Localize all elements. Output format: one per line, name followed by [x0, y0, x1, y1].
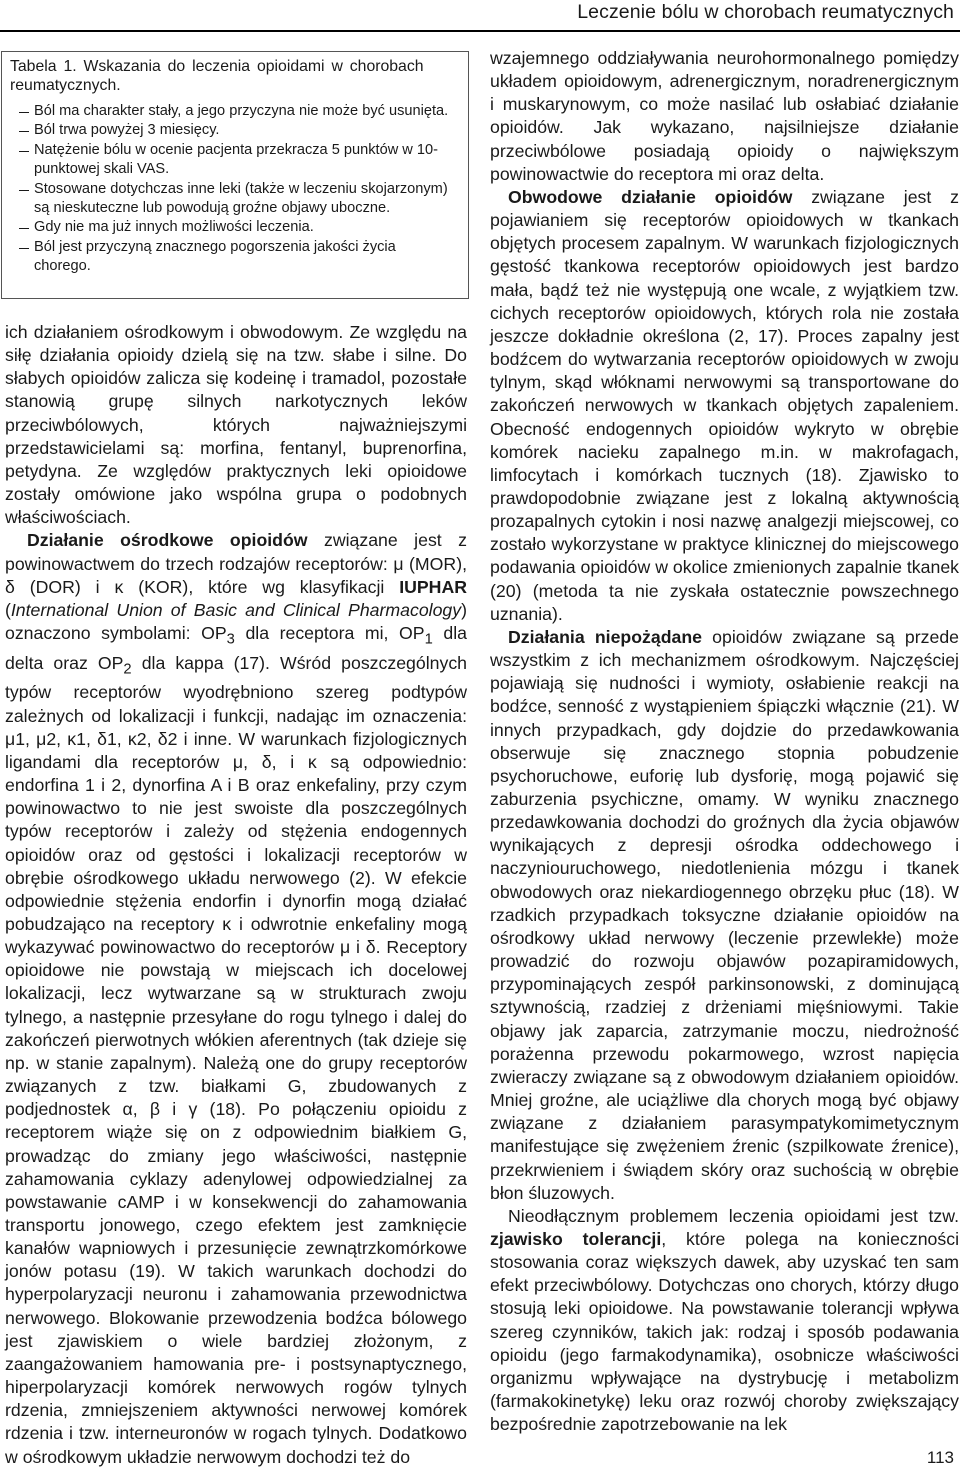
table-caption: Tabela 1. Wskazania do leczenia opioidami w chorobach reumatycznych. [10, 58, 424, 94]
table-item: Stosowane dotychczas inne leki (także w leczeniu skojarzonym) są nieskuteczne lub powodują groźne objawy uboczne. [19, 180, 449, 219]
page-number: 113 [926, 1448, 954, 1467]
text-run: opioidów związane są przede wszystkim z ich mechanizmem ośrodkowym. Najczęściej pojawiają się nudności i wymioty, osłabienie reakcji na bodźce, senność z wystąpieniem śpiączki włącznie (21). W innych przypadkach, gdy dojdzie do przedawkowania obserwuje się znacznego stopnia pobudzenie psychoruchowe, euforię lub dysforię, mogą pojawić się zaburzenia psychiczne, omamy. W wyniku znacznego przedawkowania dochodzi do groźnych dla życia objawów wynikających z depresji ośrodka oddechowego i naczyniouruchowego, niedotlenienia mózgu i tkanek obwodowych oraz niekardiogennego obrzęku płuc (18). W rzadkich przypadkach toksyczne działanie opioidów na ośrodkowy układ nerwowy (leczenie przewlekłe) może prowadzić do rozwoju objawów pozapiramidowych, przypominających zespół parkinsonowski, z dominującą sztywnością, rzadziej z drżeniami mięśniowymi. Takie objawy jak zaparcia, zatrzymanie moczu, niedrożność porażenna przewodu pokarmowego, wzrost napięcia zwieraczy związane są z obwodowym działaniem opioidów. Mniej groźne, ale uciążliwe dla chorych mogą być objawy związane z działaniem parasympatykomimetycznym manifestujące się zwężeniem źrenic (szpilkowate źrenice), przekrwieniem i świądem skóry oraz suchością w obrębie błon śluzowych. [490, 626, 959, 1203]
text-run: dla delta oraz OP [5, 623, 467, 673]
text-run: Nieodłącznym problemem leczenia opioidami jest tzw. [508, 1205, 959, 1226]
table-item: Natężenie bólu w ocenie pacjenta przekracza 5 punktów w 10-punktowej skali VAS. [19, 141, 449, 180]
subscript: 2 [123, 661, 132, 678]
table-item: Ból jest przyczyną znacznego pogorszenia jakości życia chorego. [19, 238, 449, 277]
section-lead: Działania niepożądane [508, 626, 702, 647]
text-run: związane jest z powinowactwem do trzech rodzajów receptorów: μ (MOR), δ (DOR) i κ (KOR), które wg klasyfikacji [5, 530, 467, 597]
text-run: związane jest z pojawianiem się receptorów opioidowych w tkankach objętych procesem zapalnym. W warunkach fizjologicznych gęstość tkankowa receptorów opioidowych jest bardzo mała, bądź też nie występują one wcale, z wyjątkiem tzw. cichych receptorów opioidowych, których rola nie została jeszcze dokładnie określona (2, 17). Proces zapalny jest bodźcem do wytwarzania receptorów opioidowych w zwoju tylnym, skąd włóknami nerwowymi są transportowane do zakończeń nerwowych w tkankach objętych zapaleniem. Obecność endogennych opioidów wykryto w obrębie komórek nacieku zapalnego m.in. w makrofagach, limfocytach i komórkach tucznych (18). Zjawisko to prawdopodobnie związane jest z lokalną aktywnością prozapalnych cytokin i nosi nazwę analgezji miejscowej, co zostało wykorzystane w praktyce klinicznej do miejscowego podawania opioidów w okolice zmienionych zapalnie tkanek (20) (metoda ta nie zyskała ostatecznie powszechnego uznania). [490, 186, 960, 624]
left-column [5, 321, 467, 1469]
text-run: ) oznaczono symbolami: OP [5, 599, 467, 644]
section-lead: zjawisko tolerancji [490, 1228, 662, 1249]
paragraph-side-effects [490, 626, 959, 1205]
text-run: ( [5, 599, 11, 620]
section-lead: Obwodowe działanie opioidów [508, 186, 793, 207]
running-title: Leczenie bólu w chorobach reumatycznych [577, 1, 954, 23]
table-1-box [1, 51, 469, 299]
text-run: , które polega na konieczności stosowania coraz większych dawek, aby uzyskać ten sam efekt przeciwbólowy. Dotychczas ono chorych, którzy długo stosują leki opioidowe. Na powstawanie tolerancji wpływa szereg czynników, takich jak: rodzaj i sposób podawania opioidu (jego farmakodynamika), osobnicze właściwości organizmu wpływające na dystrybucję i metabolizm (farmakokinetykę) leku oraz rozwój choroby zwiększający bezpośrednie zapotrzebowanie na lek [490, 1228, 959, 1435]
iuphar-expansion: International Union of Basic and Clinical Pharmacology [10, 599, 462, 620]
paragraph: ich działaniem ośrodkowym i obwodowym. Ze względu na siłę działania opioidy dzielą się na tzw. słabe i silne. Do słabych opioidów zalicza się kodeinę i tramadol, pozostałe stanowią grupę silnych narkotycznych leków przeciwbólowych, których najważniejszymi przedstawicielami są: morfina, fentanyl, buprenorfina, petydyna. Ze względów praktycznych leki opioidowe zostały omówione jako wspólna grupa o podobnych właściwościach. [5, 322, 467, 528]
paragraph-tolerance [490, 1205, 959, 1437]
iuphar-term: IUPHAR [399, 576, 467, 597]
paragraph-peripheral-action [490, 186, 959, 626]
table-item: Ból ma charakter stały, a jego przyczyna nie może być usunięta. [19, 102, 449, 121]
paragraph: wzajemnego oddziaływania neurohormonalnego pomiędzy układem opioidowym, adrenergicznym, noradrenergicznym i muskarynowym, co może nasilać lub osłabiać działanie opioidów. Jak wykazano, najsilniejsze działanie przeciwbólowe posiadają opioidy o największym powinowactwie do receptora mi oraz delta. [490, 48, 959, 184]
right-column [490, 47, 959, 1436]
table-item: Ból trwa powyżej 3 miesięcy. [19, 121, 449, 140]
subscript: 1 [424, 631, 433, 648]
subscript: 3 [226, 631, 235, 648]
text-run: dla kappa (17). Wśród poszczególnych typów receptorów wyodrębniono szereg podtypów zależnych od lokalizacji i funkcji, nadając im oznaczenia: μ1, μ2, κ1, δ1, κ2, δ2 i inne. W warunkach fizjologicznych ligandami dla receptorów μ, δ, i κ są odpowiednio: endorfina 1 i 2, dynorfina A i B oraz enkefaliny, przy czym powinowactwo to nie jest swoiste dla poszczególnych typów receptorów i zależy od stężenia endogennych opioidów oraz od gęstości i lokalizacji receptorów w obrębie ośrodkowego układu nerwowego (2). W efekcie odpowiednie stężenia endorfin i dynorfin mogą działać pobudzająco na receptory κ i odwrotnie enkefaliny mogą wykazywać powinowactwo do receptorów μ i δ. Receptory opioidowe nie powstają w miejscach ich docelowej lokalizacji, lecz wytwarzane są w strukturach zwoju tylnego, a następnie przesyłane do rogu tylnego i dalej do zakończeń pierwotnych włókien aferentnych (tak dzieje się np. w stanie zapalnym). Należą one do grupy receptorów związanych z tzw. białkami G, zbudowanych z podjednostek α, β i γ (18). Po połączeniu opioidu z receptorem wiąże się on z odpowiednim białkiem G, prowadząc do zmiany jego właściwości, następnie zahamowania cyklazy adenylowej odpowiedzialnej za powstawanie cAMP i w konsekwencji do zahamowania transportu jonowego, czego efektem jest zamknięcie kanałów wapniowych i przesunięcie zewnątrzkomórkowe jonów potasu (19). W takich warunkach dochodzi do hyperpolaryzacji neuronu i zahamowania przewodnictwa nerwowego. Blokowanie przewodzenia bodźca bólowego jest zjawiskiem o wiele bardziej złożonym, z zaangażowaniem hamowania pre- i postsynaptycznego, hiperpolaryzacji komórek nerwowych rogów tylnych rdzenia, zmniejszeniem aktywności nerwowej komórek rdzenia i tzw. interneuronów w rogach tylnych. Dodatkowo w ośrodkowym układzie nerwowym dochodzi też do [5, 652, 467, 1467]
section-lead: Działanie ośrodkowe opioidów [27, 530, 308, 551]
paragraph-central-action [5, 529, 467, 1468]
table-item: Gdy nie ma już innych możliwości leczenia. [19, 218, 449, 237]
text-run: dla receptora mi, OP [234, 623, 425, 644]
table-list [19, 102, 449, 277]
running-header [0, 0, 960, 32]
